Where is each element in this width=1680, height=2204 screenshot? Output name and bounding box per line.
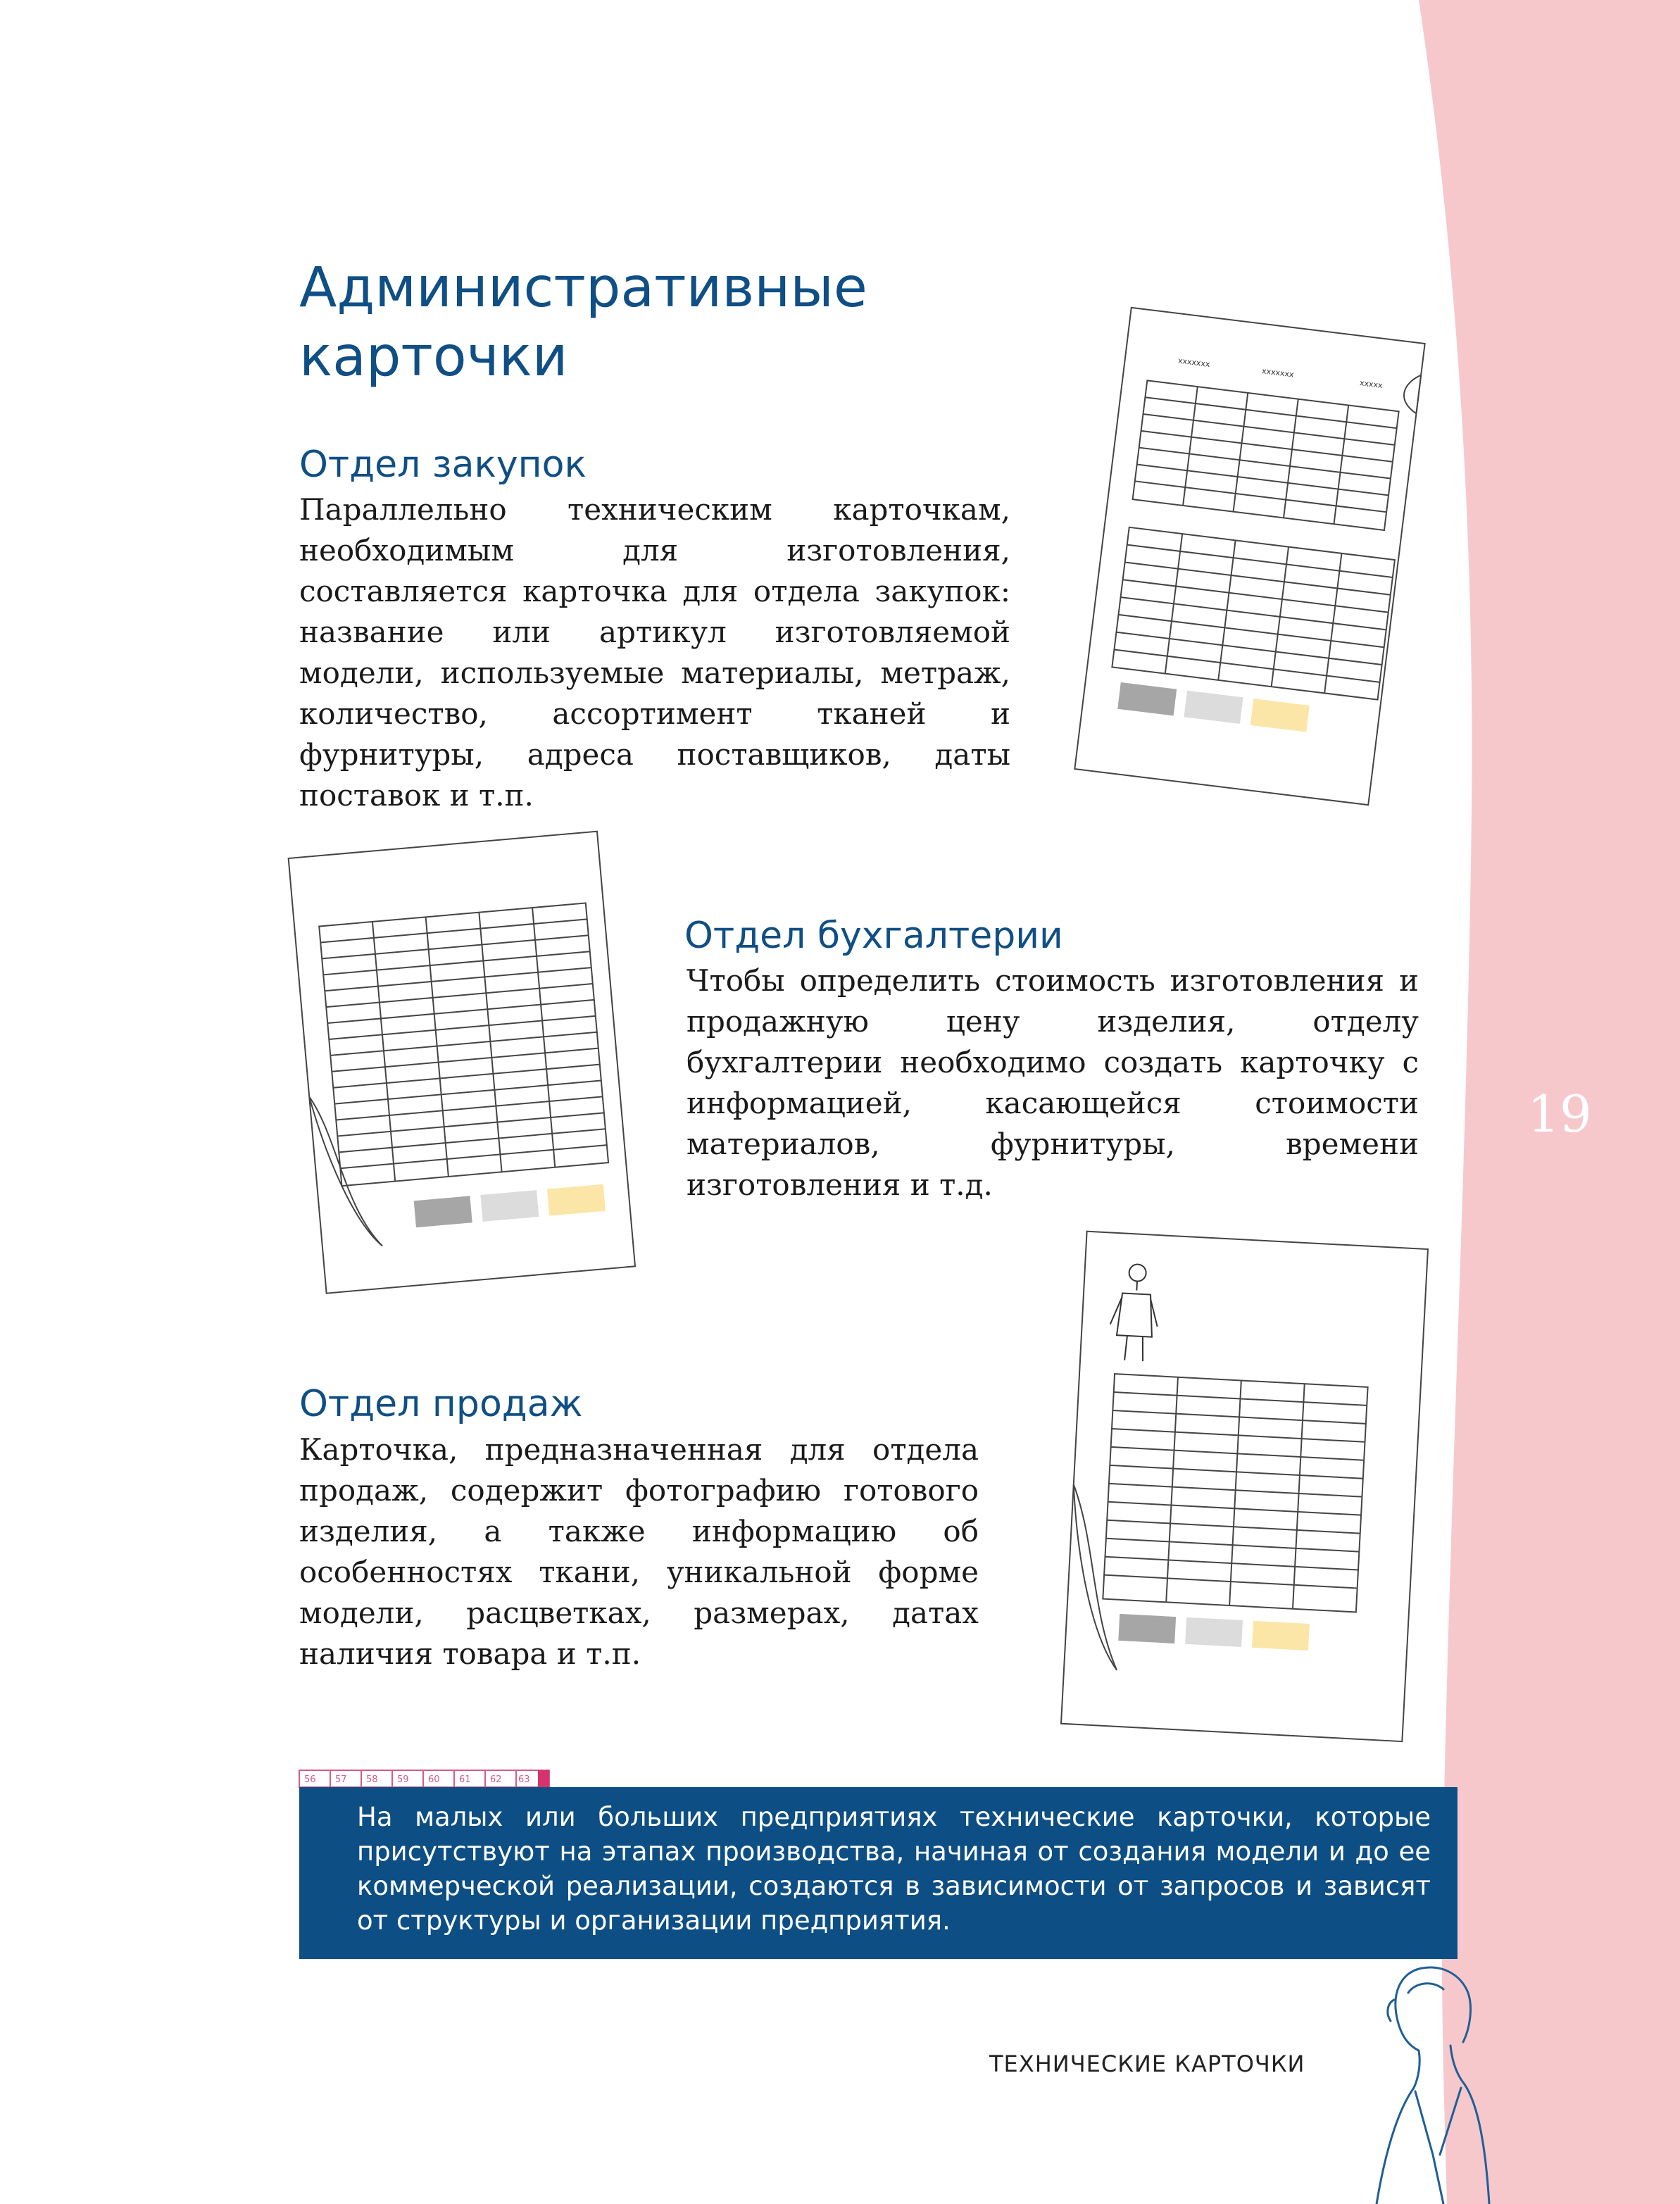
tape-number: 61: [459, 1774, 471, 1785]
section-heading-accounting: Отдел бухгалтерии: [684, 915, 1063, 957]
accounting-card-illustration: [289, 832, 635, 1294]
card-placeholder: xxxxxxx: [1261, 366, 1295, 380]
tape-number: 63: [518, 1774, 530, 1785]
section-text-accounting: Чтобы определить стоимость изготовления и продажную цену изделия, отделу бухгалтерии необходимо создать карточку с информацией, касающейся стоимости материалов, фурнитуры, времени изготовления и т.д.: [687, 963, 1419, 1202]
tape-number: 62: [490, 1774, 502, 1785]
section-heading-purchasing: Отдел закупок: [299, 444, 587, 486]
tape-number: 58: [366, 1774, 378, 1785]
note-box: [299, 1787, 1458, 1959]
section-text-purchasing: Параллельно техническим карточкам, необходимым для изготовления, составляется карточка для отдела закупок: название или артикул изготовляемой модели, используемые материалы, метраж, количество, ассортимент тканей и фурнитуры, адреса поставщиков, даты поставок и т.п.: [299, 492, 1010, 813]
section-heading-sales: Отдел продаж: [299, 1383, 583, 1425]
measuring-tape-icon: [299, 1770, 549, 1787]
section-text-sales: Карточка, предназначенная для отдела продаж, содержит фотографию готового изделия, а также информацию об особенностях ткани, уникальной форме модели, расцветках, размерах, датах наличия товара и т.п.: [299, 1432, 979, 1671]
sales-card-illustration: [1061, 1232, 1428, 1741]
purchasing-card-illustration: [1074, 308, 1424, 805]
tape-number: 59: [397, 1774, 409, 1785]
page-title: Административные карточки: [299, 256, 867, 389]
card-placeholder: xxxxxxx: [1177, 356, 1211, 370]
page-number: 19: [1527, 1084, 1592, 1144]
tape-number: 57: [335, 1774, 347, 1785]
footer-section-label: ТЕХНИЧЕСКИЕ КАРТОЧКИ: [989, 2050, 1305, 2077]
card-placeholder: xxxxx: [1359, 378, 1384, 391]
tape-number: 56: [304, 1774, 316, 1785]
tape-number: 60: [428, 1774, 440, 1785]
note-text: На малых или больших предприятиях технические карточки, которые присутствуют на этапах производства, начиная от создания модели и до ее коммерческой реализации, создаются в зависимости от запросов и зависят от структуры и организации предприятия.: [357, 1802, 1431, 1936]
